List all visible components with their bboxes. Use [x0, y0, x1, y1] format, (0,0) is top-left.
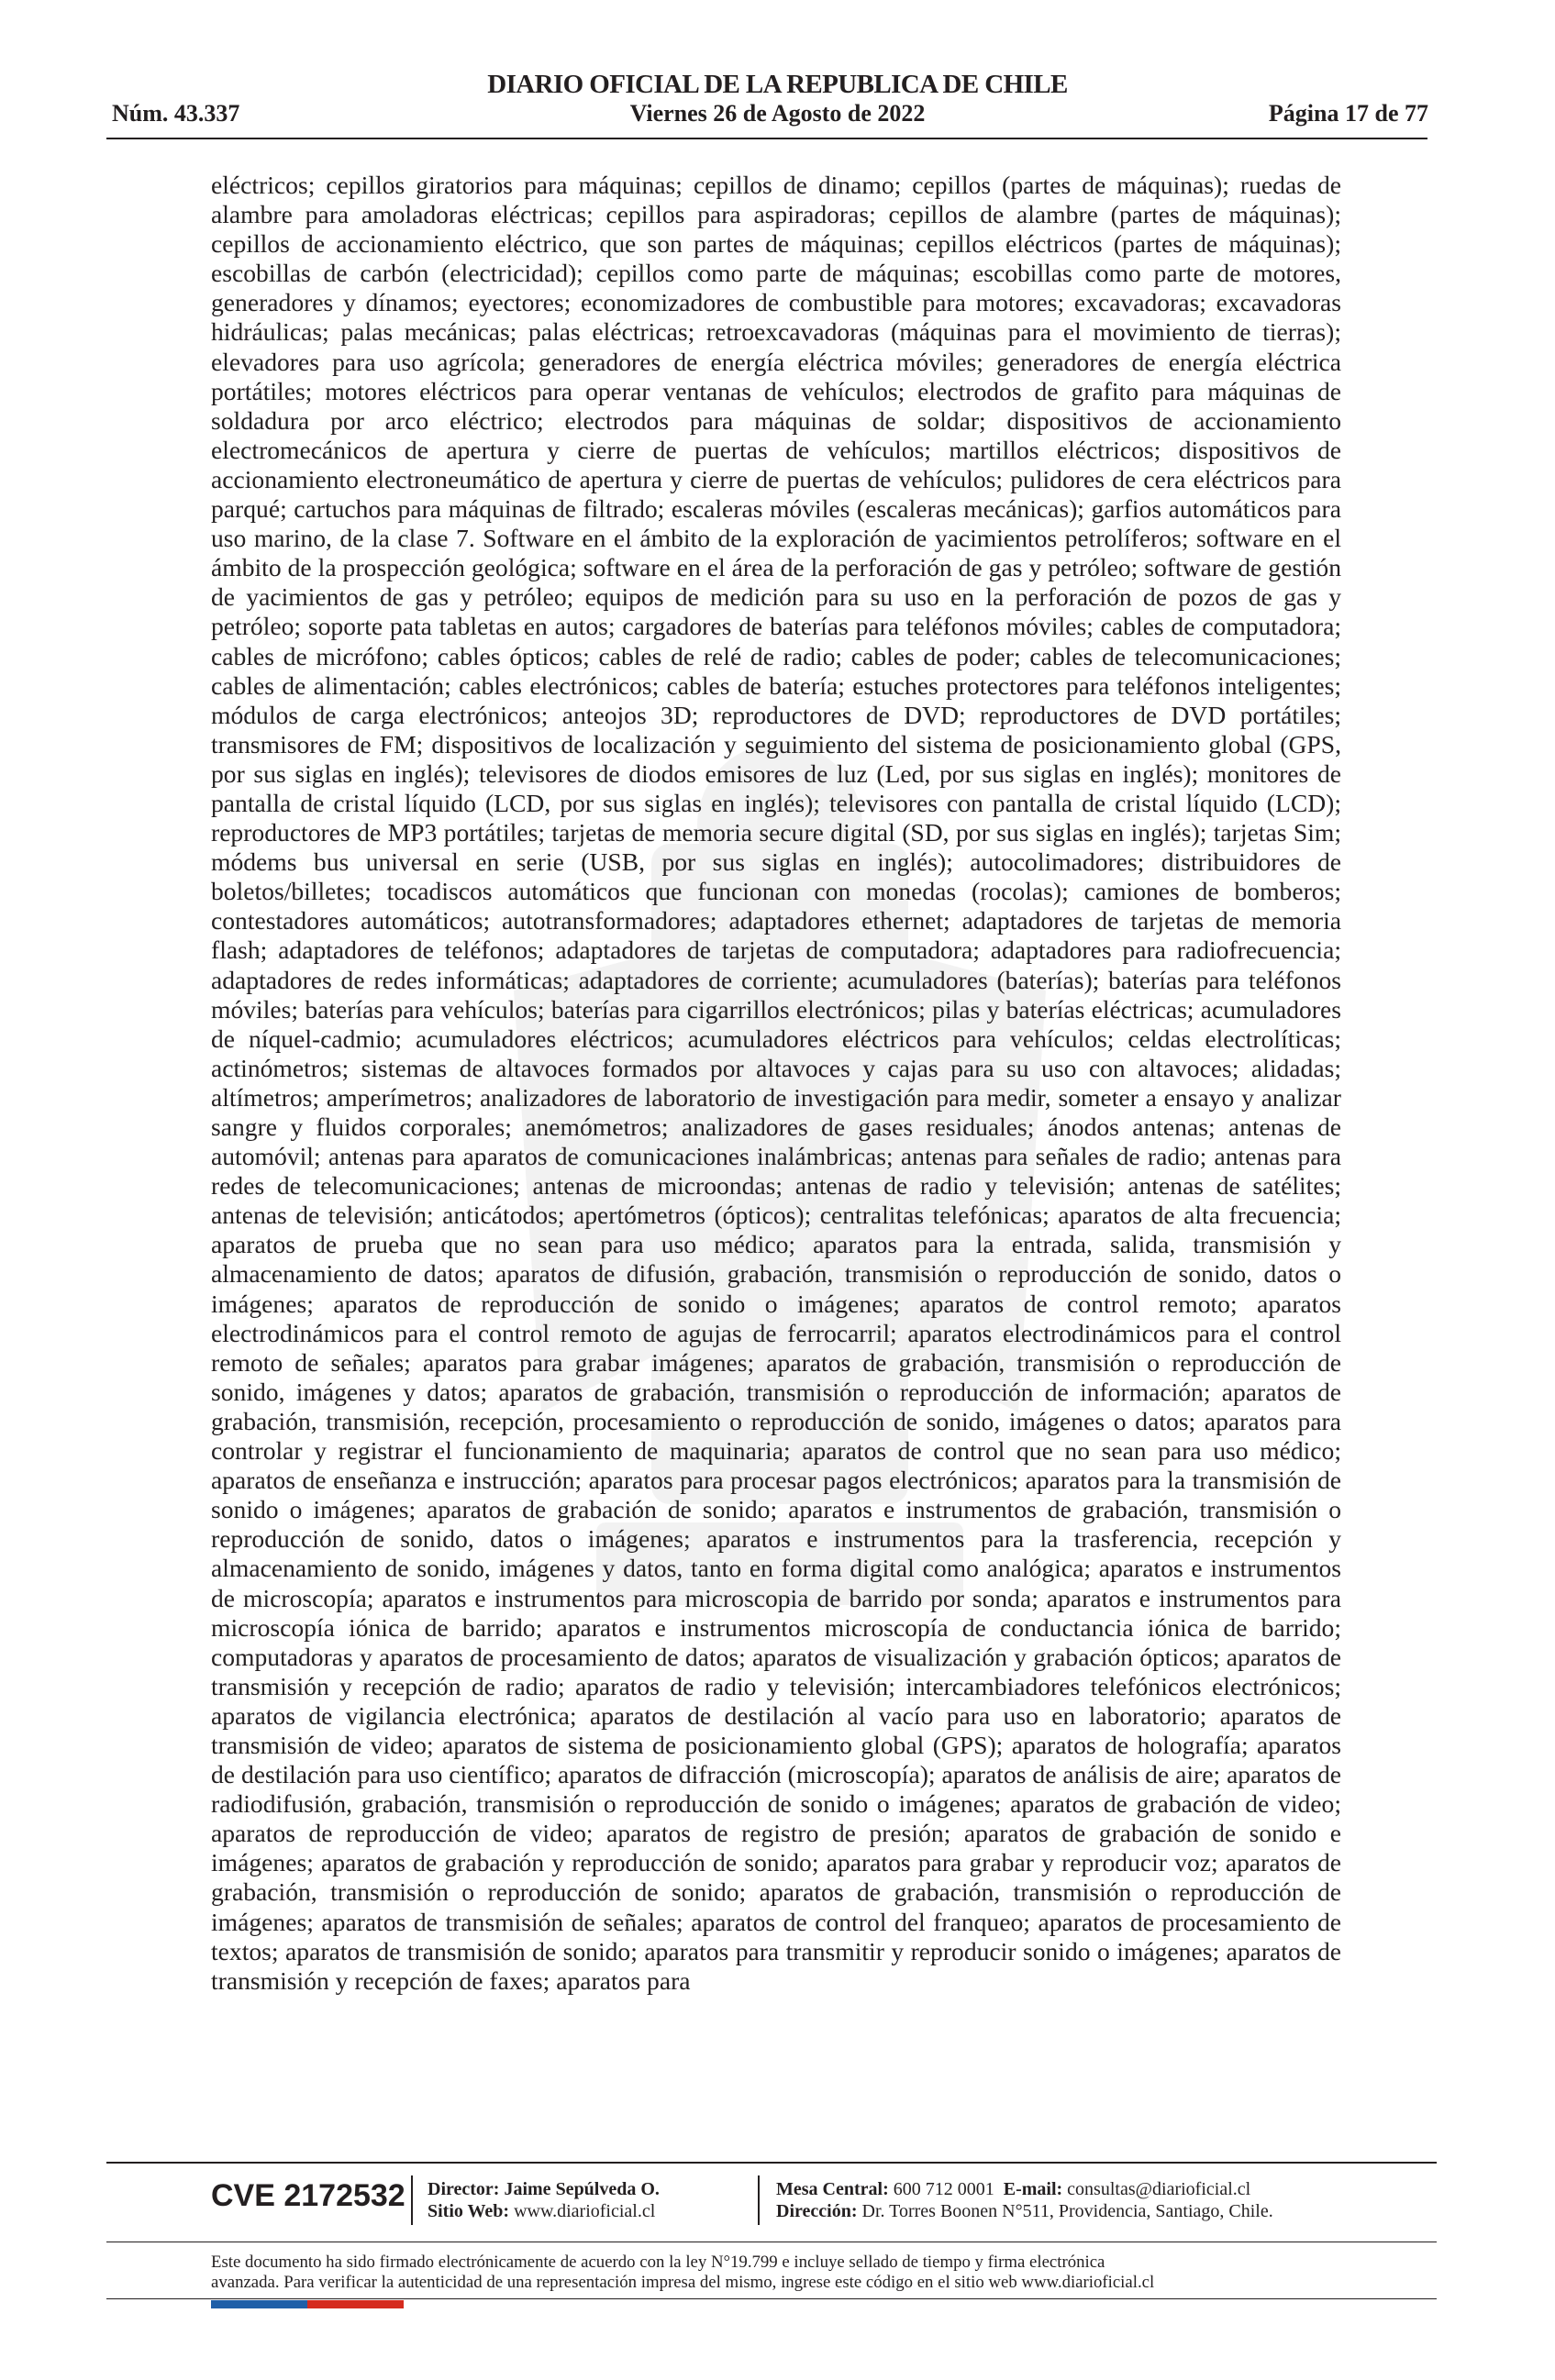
phone-label: Mesa Central: [776, 2179, 889, 2199]
footer-director-block [428, 2178, 660, 2222]
flag-red-segment [307, 2300, 404, 2308]
phone-number: 600 712 0001 [893, 2179, 994, 2199]
footer-rule-top [106, 2162, 1437, 2164]
director-name: Jaime Sepúlveda O. [504, 2179, 660, 2199]
header-rule [106, 138, 1427, 139]
footer-contact-block [776, 2178, 1273, 2222]
legal-notice [211, 2253, 1349, 2293]
footer-separator [758, 2175, 760, 2225]
legal-line: Este documento ha sido firmado electrónicamente de acuerdo con la ley N°19.799 e incluye sellado de tiempo y firma electrónica [211, 2253, 1105, 2272]
website-link[interactable]: www.diarioficial.cl [514, 2201, 656, 2221]
footer-separator [411, 2175, 413, 2225]
director-label: Director: [428, 2179, 500, 2199]
cve-code: CVE 2172532 [211, 2178, 405, 2213]
chile-flag-stripe [211, 2300, 404, 2308]
address-label: Dirección: [776, 2201, 858, 2221]
footer-rule-bottom [106, 2298, 1437, 2299]
issue-date: Viernes 26 de Agosto de 2022 [629, 100, 926, 127]
newspaper-title: DIARIO OFICIAL DE LA REPUBLICA DE CHILE [487, 70, 1068, 99]
email-label: E-mail: [1003, 2179, 1063, 2199]
flag-blue-segment [211, 2300, 307, 2308]
website-label: Sitio Web: [428, 2201, 510, 2221]
address-text: Dr. Torres Boonen N°511, Providencia, Santiago, Chile. [861, 2201, 1273, 2221]
body-text: eléctricos; cepillos giratorios para máquinas; cepillos de dinamo; cepillos (partes de máquinas); ruedas de alambre para amoladoras eléctricas; cepillos para aspiradoras; cepillos de alambre (partes de máquinas); cepillos de accionamiento eléctrico, que son partes de máquinas; cepillos eléctricos (partes de máquinas); escobillas de carbón (electricidad); cepillos como parte de máquinas; escobillas como parte de motores, generadores y dínamos; eyectores; economizadores de combustible para motores; excavadoras; excavadoras hidráulicas; palas mecánicas; palas eléctricas; retroexcavadoras (máquinas para el movimiento de tierras); elevadores para uso agrícola; generadores de energía eléctrica móviles; generadores de energía eléctrica portátiles; motores eléctricos para operar ventanas de vehículos; electrodos de grafito para máquinas de soldadura por arco eléctrico; electrodos para máquinas de soldar; dispositivos de accionamiento electromecánicos de apertura y cierre de puertas de vehículos; martillos eléctricos; dispositivos de accionamiento electroneumático de apertura y cierre de puertas de vehículos; pulidores de cera eléctricos para parqué; cartuchos para máquinas de filtrado; escaleras móviles (escaleras mecánicas); garfios automáticos para uso marino, de la clase 7. Software en el ámbito de la exploración de yacimientos petrolíferos; software en el ámbito de la prospección geológica; software en el área de la perforación de gas y petróleo; software de gestión de yacimientos de gas y petróleo; equipos de medición para su uso en la perforación de pozos de gas y petróleo; soporte pata tabletas en autos; cargadores de baterías para teléfonos móviles; cables de computadora; cables de micrófono; cables ópticos; cables de relé de radio; cables de poder; cables de telecomunicaciones; cables de alimentación; cables electrónicos; cables de batería; estuches protectores para teléfonos inteligentes; módulos de carga electrónicos; anteojos 3D; reproductores de DVD; reproductores de DVD portátiles; transmisores de FM; dispositivos de localización y seguimiento del sistema de posicionamiento global (GPS, por sus siglas en inglés); televisores de diodos emisores de luz (Led, por sus siglas en inglés); monitores de pantalla de cristal líquido (LCD, por sus siglas en inglés); televisores con pantalla de cristal líquido (LCD); reproductores de MP3 portátiles; tarjetas de memoria secure digital (SD, por sus siglas en inglés); tarjetas Sim; módems bus universal en serie (USB, por sus siglas en inglés); autocolimadores; distribuidores de boletos/billetes; tocadiscos automáticos que funcionan con monedas (rocolas); camiones de bomberos; contestadores automáticos; autotransformadores; adaptadores ethernet; adaptadores de tarjetas de memoria flash; adaptadores de teléfonos; adaptadores de tarjetas de computadora; adaptadores para radiofrecuencia; adaptadores de redes informáticas; adaptadores de corriente; acumuladores (baterías); baterías para teléfonos móviles; baterías para vehículos; baterías para cigarrillos electrónicos; pilas y baterías eléctricas; acumuladores de níquel-cadmio; acumuladores eléctricos; acumuladores eléctricos para vehículos; celdas electrolíticas; actinómetros; sistemas de altavoces formados por altavoces y cajas para su uso con altavoces; alidadas; altímetros; amperímetros; analizadores de laboratorio de investigación para medir, someter a ensayo y analizar sangre y fluidos corporales; anemómetros; analizadores de gases residuales; ánodos antenas; antenas de automóvil; antenas para aparatos de comunicaciones inalámbricas; antenas para señales de radio; antenas para redes de telecomunicaciones; antenas de microondas; antenas de radio y televisión; antenas de satélites; antenas de televisión; anticátodos; apertómetros (ópticos); centralitas telefónicas; aparatos de alta frecuencia; aparatos de prueba que no sean para uso médico; aparatos para la entrada, salida, transmisión y almacenamiento de datos; aparatos de difusión, grabación, transmisión o reproducción de sonido, datos o imágenes; aparatos de reproducción de sonido o imágenes; aparatos de control remoto; aparatos electrodinámicos para el control remoto de agujas de ferrocarril; aparatos electrodinámicos para el control remoto de señales; aparatos para grabar imágenes; aparatos de grabación, transmisión o reproducción de sonido, imágenes y datos; aparatos de grabación, transmisión o reproducción de información; aparatos de grabación, transmisión, recepción, procesamiento o reproducción de sonido, imágenes o datos; aparatos para controlar y registrar el funcionamiento de maquinaria; aparatos de control que no sean para uso médico; aparatos de enseñanza e instrucción; aparatos para procesar pagos electrónicos; aparatos para la transmisión de sonido o imágenes; aparatos de grabación de sonido; aparatos e instrumentos de grabación, transmisión o reproducción de sonido, datos o imágenes; aparatos e instrumentos para la trasferencia, recepción y almacenamiento de sonido, imágenes y datos, tanto en forma digital como analógica; aparatos e instrumentos de microscopía; aparatos e instrumentos para microscopia de barrido por sonda; aparatos e instrumentos para microscopía iónica de barrido; aparatos e instrumentos microscopía de conductancia iónica de barrido; computadoras y aparatos de procesamiento de datos; aparatos de visualización y grabación ópticos; aparatos de transmisión y recepción de radio; aparatos de radio y televisión; intercambiadores telefónicos electrónicos; aparatos de vigilancia electrónica; aparatos de destilación al vacío para uso en laboratorio; aparatos de transmisión de video; aparatos de sistema de posicionamiento global (GPS); aparatos de holografía; aparatos de destilación para uso científico; aparatos de difracción (microscopía); aparatos de análisis de aire; aparatos de radiodifusión, grabación, transmisión o reproducción de sonido o imágenes; aparatos de grabación de video; aparatos de reproducción de video; aparatos de registro de presión; aparatos de grabación de sonido e imágenes; aparatos de grabación y reproducción de sonido; aparatos para grabar y reproducir voz; aparatos de grabación, transmisión o reproducción de sonido; aparatos de grabación, transmisión o reproducción de imágenes; aparatos de transmisión de señales; aparatos de control del franqueo; aparatos de procesamiento de textos; aparatos de transmisión de sonido; aparatos para transmitir y reproducir sonido o imágenes; aparatos de transmisión y recepción de faxes; aparatos para [211, 171, 1341, 1995]
issue-number: Núm. 43.337 [112, 100, 240, 127]
legal-line: avanzada. Para verificar la autenticidad de una representación impresa del mismo, ingrese este código en el sitio web www.diarioficial.cl [211, 2273, 1155, 2292]
email-link[interactable]: consultas@diarioficial.cl [1067, 2179, 1251, 2199]
page-header [0, 0, 1555, 147]
page-number: Página 17 de 77 [1268, 100, 1428, 127]
